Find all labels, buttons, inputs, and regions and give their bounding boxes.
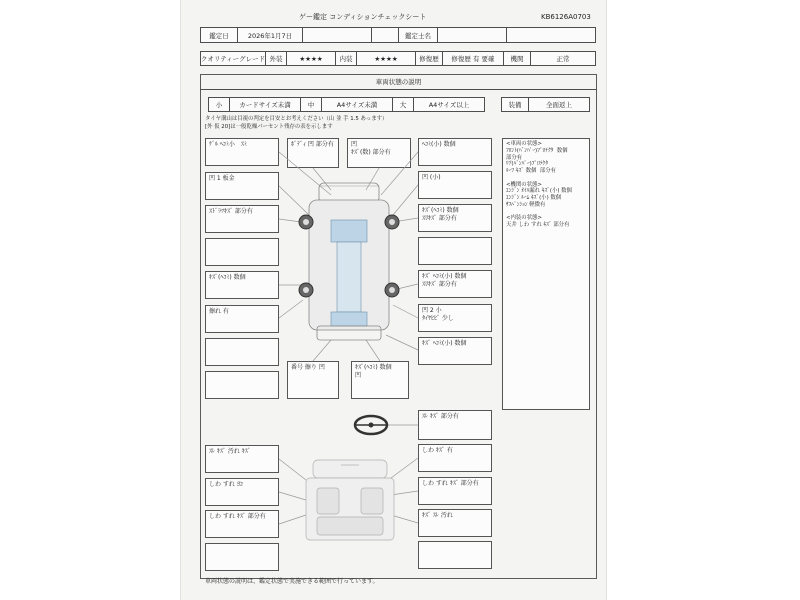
equipment-label: 装備 <box>501 97 529 112</box>
appraisal-date-label: 鑑定日 <box>200 27 238 43</box>
footer-note: 車両状態の説明は、鑑定状態で実施できる範囲で行っています。 <box>205 578 379 585</box>
car-top-view <box>309 183 389 340</box>
quality-grade-label: クオリティーグレード <box>200 51 266 66</box>
size-small-value: カードサイズ未満 <box>229 97 301 112</box>
steering-box-text: ｽﾚ ｷｽﾞ 部分有 <box>422 413 459 420</box>
inspector-label: 鑑定士名 <box>398 27 438 43</box>
interior-left-box-2-text: しわ すれ ﾖｺ <box>209 481 243 488</box>
intro-note-2: [外 仮 20]は一般乾燥パーセント残存の表を示します <box>205 124 333 130</box>
interior-right-box-1-text: しわ ｷｽﾞ 有 <box>422 447 453 454</box>
interior-right-box-3-text: しわ すれ ｷｽﾞ 部分有 <box>422 480 479 487</box>
steering-wheel-icon <box>355 416 387 434</box>
engine-label: 機関 <box>503 51 531 66</box>
engine-value: 正常 <box>530 51 596 66</box>
right-box-6-text: 凹 2 小 ﾀｲﾔﾋﾋﾞ 少し <box>422 307 454 322</box>
doc-number: KB6126A0703 <box>541 13 591 21</box>
bottom-center-box-2-text: ｷｽﾞ(ﾍｺﾐ) 数個 凹 <box>355 364 392 379</box>
equipment-value: 全面返上 <box>528 97 590 112</box>
left-box-5-text: ｷｽﾞ(ﾍｺﾐ) 数個 <box>209 274 246 281</box>
condition-title: 車両状態の説明 <box>200 74 597 90</box>
bottom-center-box-1-text: 番号 擦り 凹 <box>291 364 325 371</box>
size-small-label: 小 <box>208 97 230 112</box>
right-box-7-text: ｷｽﾞ ﾍｺﾐ(小) 数個 <box>422 340 467 347</box>
condition-check-sheet <box>180 0 607 600</box>
size-medium-value: A4サイズ未満 <box>321 97 393 112</box>
interior-right-box-4-text: ｷｽﾞ ｽﾚ 汚れ <box>422 512 453 519</box>
right-box-5-text: ｷｽﾞ ﾍｺﾐ(小) 数個 ｽﾘｷｽﾞ 部分有 <box>422 273 467 288</box>
repair-value: 修復歴 有 要確 <box>442 51 504 66</box>
sheet-title: ゲー鑑定 コンディションチェックシート <box>299 13 427 21</box>
exterior-stars: ★★★★ <box>286 51 336 66</box>
right-box-3-text: ｷｽﾞ(ﾍｺﾐ) 数個 ｽﾘｷｽﾞ 部分有 <box>422 207 459 222</box>
size-medium-label: 中 <box>300 97 322 112</box>
repair-label: 修復歴 <box>415 51 443 66</box>
size-large-label: 大 <box>392 97 414 112</box>
appraisal-date: 2026年1月7日 <box>237 27 303 43</box>
right-notes-text: <車両の状態> ﾌﾛﾝﾄ(ﾊﾞﾝﾊﾟｰ)ﾌﾟﾛﾃｸﾀ 数個 部分有 ﾘｱ(ﾊﾞﾝﾊﾟｰ)ﾌﾟﾛﾃｸﾀ ﾙｰﾌ ｷｽﾞ 数個 部分有 <機関の状態> ｴﾝｼﾞﾝ ｵｲﾙ漏れ ｷｽﾞ(小) 数個 ｴﾝｼﾞﾝ ﾙｰﾑ ｷｽﾞ(小) 数個 ｻｽﾍﾟﾝｼｮﾝ 軽微有 <内装の状態> 天井 しわ すれ ｷｽﾞ 部分有 <box>506 141 572 228</box>
interior-stars: ★★★★ <box>356 51 416 66</box>
car-diagram <box>181 0 606 600</box>
size-large-value: A4サイズ以上 <box>413 97 485 112</box>
interior-left-box-1-text: ｽﾚ ｷｽﾞ 汚れ ｷｽﾞ <box>209 448 251 455</box>
intro-note-1: タイヤ溝山は目視の判定を目安とお考えください（山 並 手 1.5 あっます） <box>205 116 388 122</box>
interior-left-box-3-text: しわ すれ ｷｽﾞ 部分有 <box>209 513 266 520</box>
interior-label: 内装 <box>335 51 357 66</box>
left-box-2-text: 凹 1 板金 <box>209 175 235 182</box>
top-center-box-1-text: ﾎﾞﾃﾞｨ 凹 部分有 <box>291 141 334 148</box>
car-interior-view <box>306 460 394 540</box>
left-box-6-text: 擦れ 有 <box>209 308 229 315</box>
right-box-1-text: ﾍｺﾐ(小) 数個 <box>422 141 456 148</box>
right-box-2-text: 凹 (小) <box>422 174 441 181</box>
exterior-label: 外装 <box>265 51 287 66</box>
top-center-box-2-text: 凹 ｷｽﾞ(数) 部分有 <box>351 141 391 156</box>
left-box-1-text: ｹﾞﾙ ﾍｺﾐ小 ｽﾐ <box>209 141 247 148</box>
left-box-3-text: ｽﾄﾞﾗﾂｷｽﾞ 部分有 <box>209 208 253 215</box>
